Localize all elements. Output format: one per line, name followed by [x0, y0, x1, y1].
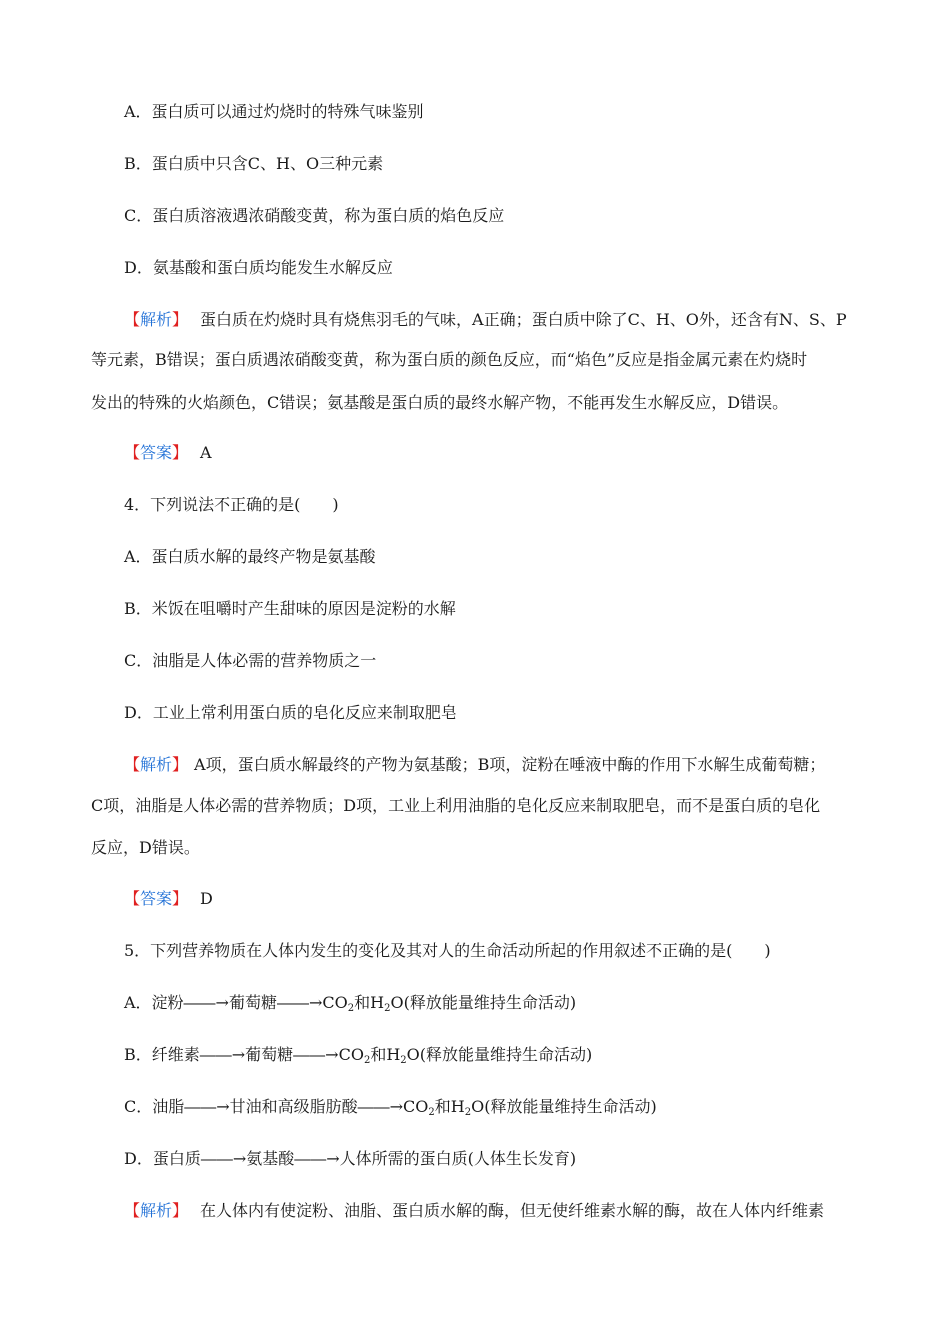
q3-option-b: B．蛋白质中只含C、H、O三种元素 — [124, 154, 384, 173]
answer-value: D — [200, 889, 213, 908]
q4-option-b: B．米饭在咀嚼时产生甜味的原因是淀粉的水解 — [124, 599, 456, 618]
q4-option-d: D．工业上常利用蛋白质的皂化反应来制取肥皂 — [124, 703, 457, 722]
q3-analysis-line-1: 【解析】 蛋白质在灼烧时具有烧焦羽毛的气味，A正确；蛋白质中除了C、H、O外，还含有N、S、P — [124, 310, 847, 329]
q5-option-c: C．油脂――→甘油和高级脂肪酸$――\to CO_2$和$H_2O$(释放能量维持生命活动) — [124, 1097, 657, 1118]
q4-option-a: A．蛋白质水解的最终产物是氨基酸 — [124, 547, 376, 566]
q5-option-a: A．淀粉――→葡萄糖$――\to CO_2$和$H_2O$(释放能量维持生命活动) — [124, 993, 577, 1014]
answer-value: A — [200, 443, 212, 462]
q5-analysis-line-1: 【解析】 在人体内有使淀粉、油脂、蛋白质水解的酶，但无使纤维素水解的酶，故在人体内纤维素 — [124, 1201, 825, 1220]
q4-stem: 4．下列说法不正确的是( ) — [124, 495, 339, 514]
q5-option-d: D．蛋白质――→氨基酸――→人体所需的蛋白质(人体生长发育) — [124, 1149, 577, 1168]
q3-option-c: C．蛋白质溶液遇浓硝酸变黄，称为蛋白质的焰色反应 — [124, 206, 505, 225]
q5-stem: 5．下列营养物质在人体内发生的变化及其对人的生命活动所起的作用叙述不正确的是( ) — [124, 941, 771, 960]
q4-option-c: C．油脂是人体必需的营养物质之一 — [124, 651, 377, 670]
q3-answer — [124, 442, 212, 464]
analysis-label: 【解析】 — [124, 755, 189, 774]
q3-analysis-line-2: 等元素，B错误；蛋白质遇浓硝酸变黄，称为蛋白质的颜色反应，而“焰色”反应是指金属元素在灼烧时 — [91, 350, 808, 369]
q3-option-d: D．氨基酸和蛋白质均能发生水解反应 — [124, 258, 393, 277]
q5-option-b: B．纤维素――→葡萄糖$――\to CO_2$和$H_2O$(释放能量维持生命活动) — [124, 1045, 593, 1066]
q4-analysis-line-3: 反应，D错误。 — [91, 838, 200, 857]
analysis-label: 【解析】 — [124, 310, 189, 329]
answer-label: 【答案】 — [124, 889, 189, 908]
q4-answer — [124, 888, 213, 910]
q3-option-a: A．蛋白质可以通过灼烧时的特殊气味鉴别 — [124, 102, 424, 121]
analysis-label: 【解析】 — [124, 1201, 189, 1220]
q4-analysis-line-2: C项，油脂是人体必需的营养物质；D项，工业上利用油脂的皂化反应来制取肥皂，而不是蛋白质的皂化 — [91, 796, 821, 815]
answer-label: 【答案】 — [124, 443, 189, 462]
q4-analysis-line-1: 【解析】 A项，蛋白质水解最终的产物为氨基酸；B项，淀粉在唾液中酶的作用下水解生成葡萄糖； — [124, 755, 826, 774]
q3-analysis-line-3: 发出的特殊的火焰颜色，C错误；氨基酸是蛋白质的最终水解产物，不能再发生水解反应，D错误。 — [91, 393, 789, 412]
